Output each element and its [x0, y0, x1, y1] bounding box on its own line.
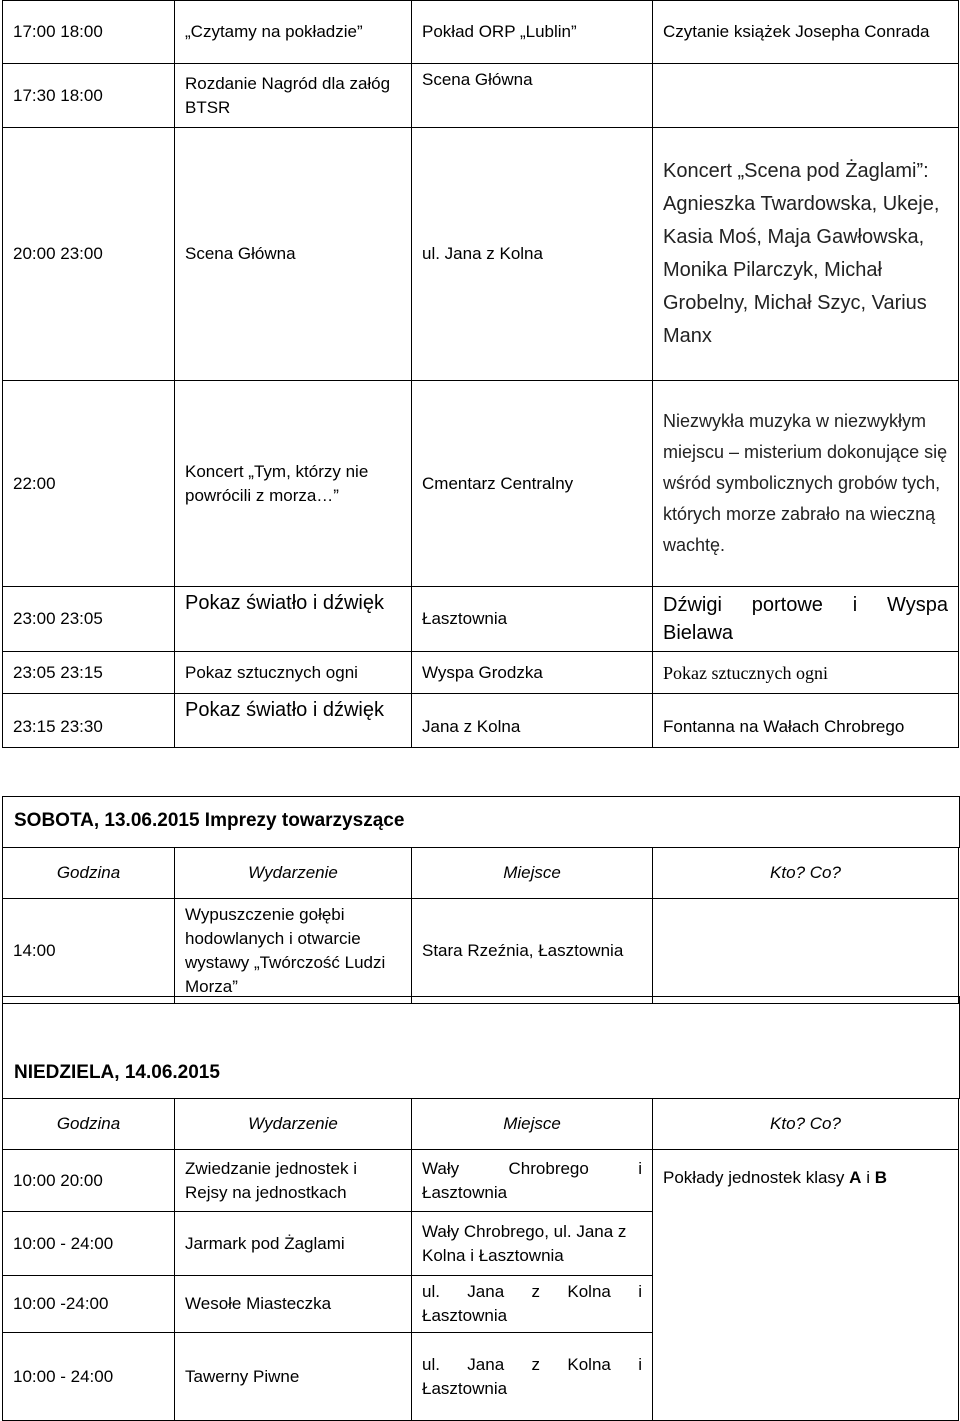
who-cell [653, 64, 959, 128]
table-row [3, 1150, 959, 1212]
who-cell [653, 1150, 959, 1421]
column-header: Godzina [3, 1099, 175, 1150]
place-line-1: ul. Jana z Kolna i [422, 1282, 642, 1301]
event-cell: Pokaz sztucznych ogni [175, 652, 412, 694]
class-a: A [849, 1168, 862, 1187]
table-header-row [3, 848, 959, 899]
place-cell: Wyspa Grodzka [412, 652, 653, 694]
event-cell: Zwiedzanie jednostek i Rejsy na jednostkach [175, 1150, 412, 1212]
who-cell: Czytanie książek Josepha Conrada [653, 1, 959, 64]
time-cell: 10:00 20:00 [3, 1150, 175, 1212]
time-cell: 10:00 -24:00 [3, 1276, 175, 1333]
who-and: i [866, 1168, 870, 1187]
event-cell: Tawerny Piwne [175, 1333, 412, 1421]
event-cell: Rozdanie Nagród dla załóg BTSR [175, 64, 412, 128]
who-cell: Koncert „Scena pod Żaglami”: Agnieszka Twardowska, Ukeje, Kasia Moś, Maja Gawłowska, Monika Pilarczyk, Michał Grobelny, Michał Szyc, Varius Manx [653, 128, 959, 381]
time-cell: 22:00 [3, 381, 175, 587]
place-cell [412, 1333, 653, 1421]
place-line-1: ul. Jana z Kolna i [422, 1354, 642, 1374]
event-cell: Pokaz światło i dźwięk [175, 587, 412, 652]
place-cell [412, 1276, 653, 1333]
column-header: Miejsce [412, 848, 653, 899]
event-cell: Wesołe Miasteczka [175, 1276, 412, 1333]
event-cell: Pokaz światło i dźwięk [175, 694, 412, 748]
event-cell: Koncert „Tym, którzy nie powrócili z morza…” [175, 381, 412, 587]
column-header: Kto? Co? [653, 848, 959, 899]
table-row [3, 381, 959, 587]
time-cell: 23:00 23:05 [3, 587, 175, 652]
place-cell: Stara Rzeźnia, Łasztownia [412, 899, 653, 1004]
place-cell [412, 1150, 653, 1212]
place-line-2: Łasztownia [422, 1306, 508, 1325]
table-row [3, 694, 959, 748]
column-header: Wydarzenie [175, 1099, 412, 1150]
time-cell: 23:05 23:15 [3, 652, 175, 694]
place-cell: Pokład ORP „Lublin” [412, 1, 653, 64]
who-cell: Pokaz sztucznych ogni [653, 652, 959, 694]
time-cell: 14:00 [3, 899, 175, 1004]
time-cell: 17:30 18:00 [3, 64, 175, 128]
section-heading: NIEDZIELA, 14.06.2015 [14, 1062, 220, 1083]
place-line-1: Wały Chrobrego i [422, 1158, 642, 1178]
who-cell [653, 587, 959, 652]
sunday-schedule-table [2, 1098, 959, 1421]
who-cell: Fontanna na Wałach Chrobrego [653, 694, 959, 748]
who-line-1: Dźwigi portowe i Wyspa [663, 594, 948, 616]
column-header: Godzina [3, 848, 175, 899]
section-heading: SOBOTA, 13.06.2015 Imprezy towarzyszące [14, 810, 405, 831]
who-cell: Niezwykła muzyka w niezwykłym miejscu – misterium dokonujące się wśród symbolicznych grobów tych, których morze zabrało na wieczną wachtę. [653, 381, 959, 587]
column-header: Miejsce [412, 1099, 653, 1150]
place-cell: Łasztownia [412, 587, 653, 652]
place-line-2: Łasztownia [422, 1182, 508, 1202]
table-row [3, 899, 959, 1004]
event-cell: Wypuszczenie gołębi hodowlanych i otwarcie wystawy „Twórczość Ludzi Morza” [175, 899, 412, 1004]
who-prefix: Pokłady jednostek klasy [663, 1168, 845, 1187]
table-header-row [3, 1099, 959, 1150]
table-row [3, 587, 959, 652]
place-cell: Wały Chrobrego, ul. Jana z Kolna i Łasztownia [412, 1212, 653, 1276]
place-line-2: Łasztownia [422, 1378, 508, 1398]
table-row [3, 64, 959, 128]
column-header: Wydarzenie [175, 848, 412, 899]
time-cell: 17:00 18:00 [3, 1, 175, 64]
time-cell: 10:00 - 24:00 [3, 1212, 175, 1276]
place-cell: ul. Jana z Kolna [412, 128, 653, 381]
event-cell: Jarmark pod Żaglami [175, 1212, 412, 1276]
place-cell: Scena Główna [412, 64, 653, 128]
place-cell: Jana z Kolna [412, 694, 653, 748]
friday-schedule-table [2, 0, 959, 748]
table-row [3, 128, 959, 381]
who-cell [653, 899, 959, 1004]
who-line-2: Bielawa [663, 622, 734, 644]
time-cell: 10:00 - 24:00 [3, 1333, 175, 1421]
column-header: Kto? Co? [653, 1099, 959, 1150]
place-cell: Cmentarz Centralny [412, 381, 653, 587]
table-row [3, 652, 959, 694]
time-cell: 20:00 23:00 [3, 128, 175, 381]
time-cell: 23:15 23:30 [3, 694, 175, 748]
event-cell: „Czytamy na pokładzie” [175, 1, 412, 64]
saturday-schedule-table [2, 847, 959, 1004]
table-row [3, 1, 959, 64]
event-cell: Scena Główna [175, 128, 412, 381]
class-b: B [874, 1168, 887, 1187]
